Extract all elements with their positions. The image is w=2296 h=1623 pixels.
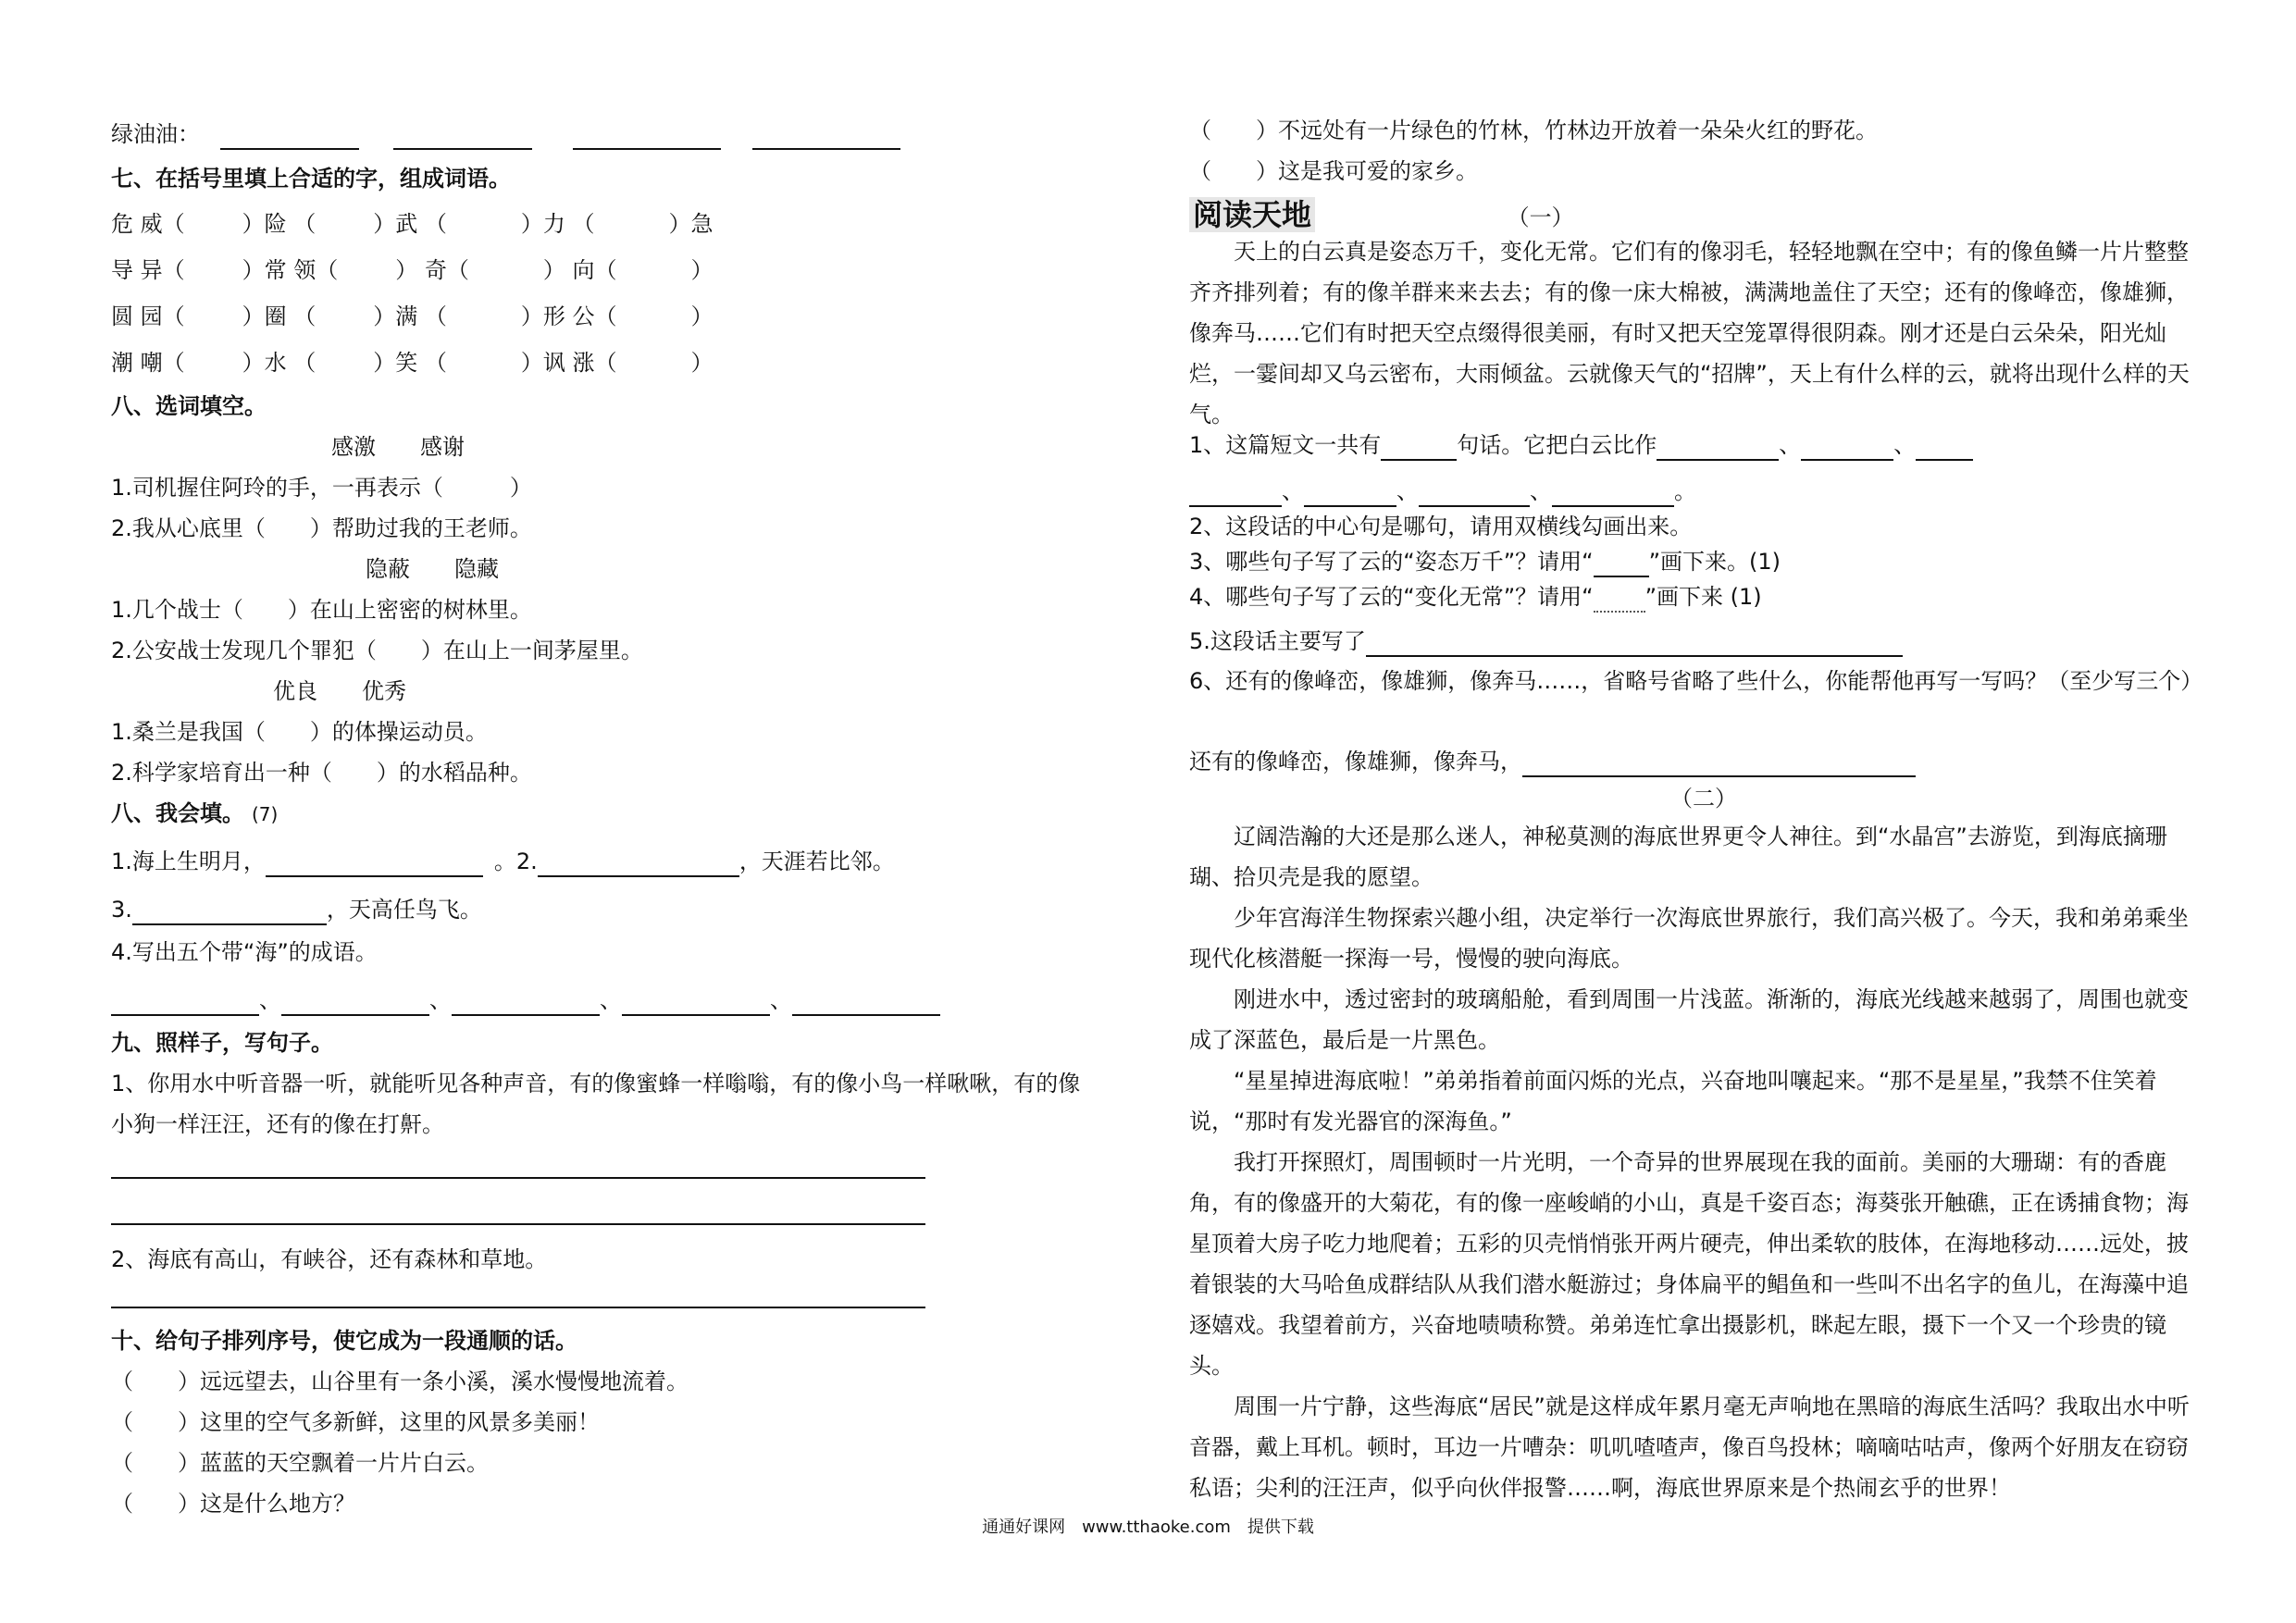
answer-blank[interactable] bbox=[573, 124, 721, 150]
answer-blank[interactable] bbox=[281, 990, 429, 1016]
green-word-line: 绿油油： bbox=[111, 118, 900, 150]
answer-blank[interactable] bbox=[1552, 481, 1674, 507]
answer-blank[interactable] bbox=[538, 851, 739, 877]
s9-q1-line1: 1、你用水中听音器一听，就能听见各种声音，有的像蜜蜂一样嗡嗡，有的像小鸟一样啾啾，有的像 bbox=[111, 1071, 1081, 1096]
answer-blank[interactable] bbox=[1304, 481, 1396, 507]
word-pair-1: 感激 感谢 bbox=[331, 434, 465, 460]
q2a: 1.几个战士（ ）在山上密密的树林里。 bbox=[111, 597, 532, 623]
s10-item: （ ）这里的空气多新鲜，这里的风景多美丽！ bbox=[111, 1409, 600, 1435]
s10-item: （ ）远远望去，山谷里有一条小溪，溪水慢慢地流着。 bbox=[111, 1369, 689, 1394]
q6: 6、还有的像峰峦，像雄狮，像奔马……，省略号省略了些什么，你能帮他再写一写吗？（至少写三个） bbox=[1189, 668, 2203, 694]
q3b: 2.科学家培育出一种（ ）的水稻品种。 bbox=[111, 760, 532, 786]
q1-line2: 、 、 、 。 bbox=[1189, 476, 1696, 507]
fill-line-4: 4.写出五个带“海”的成语。 bbox=[111, 939, 378, 965]
section-9-title: 九、照样子，写句子。 bbox=[111, 1030, 333, 1056]
section-8b-title: 八、我会填。 (7) bbox=[111, 800, 279, 826]
q3: 3、哪些句子写了云的“姿态万千”？请用“ ”画下来。(1) bbox=[1189, 546, 1781, 577]
answer-blank[interactable] bbox=[1419, 481, 1530, 507]
passage-2-paragraph: 我打开探照灯，周围顿时一片光明，一个奇异的世界展现在我的面前。美丽的大珊瑚：有的香鹿角，有的像盛开的大菊花，有的像一座峻峭的小山，真是千姿百态；海葵张开触礁，正在诱捕食物；海星顶着大房子吃力地爬着；五彩的贝壳悄悄张开两片硬壳，伸出柔软的肢体，在海地移动……远处，披着银装的大马哈鱼成群结队从我们潜水艇游过；身体扁平的鲳鱼和一些叫不出名字的鱼儿，在海藻中追逐嬉戏。我望着前方，兴奋地啧啧称赞。弟弟连忙拿出摄影机，眯起左眼，摄下一个又一个珍贵的镜头。 bbox=[1189, 1149, 2189, 1379]
answer-blank[interactable] bbox=[111, 990, 259, 1016]
part-2-label: （二） bbox=[1670, 786, 1737, 812]
s9-q1-line2: 小狗一样汪汪，还有的像在打鼾。 bbox=[111, 1111, 444, 1137]
answer-blank[interactable] bbox=[393, 124, 532, 150]
part-1-label: （一） bbox=[1507, 204, 1574, 230]
section-10-title: 十、给句子排列序号，使它成为一段通顺的话。 bbox=[111, 1328, 577, 1354]
answer-blank[interactable] bbox=[1366, 631, 1903, 657]
answer-blank[interactable] bbox=[1189, 481, 1282, 507]
q1a: 1.司机握住阿玲的手，一再表示（ ） bbox=[111, 475, 532, 501]
q2b: 2.公安战士发现几个罪犯（ ）在山上一间茅屋里。 bbox=[111, 638, 643, 663]
answer-blank[interactable] bbox=[752, 124, 900, 150]
passage-2-paragraph: 少年宫海洋生物探索兴趣小组，决定举行一次海底世界旅行，我们高兴极了。今天，我和弟弟乘坐现代化核潜艇一探海一号，慢慢的驶向海底。 bbox=[1189, 905, 2189, 972]
passage-2-paragraph: “星星掉进海底啦！”弟弟指着前面闪烁的光点，兴奋地叫嚷起来。“那不是星星，”我禁不住笑着说，“那时有发光器官的深海鱼。” bbox=[1189, 1068, 2157, 1134]
answer-line[interactable] bbox=[111, 1223, 925, 1225]
passage-2-paragraph: 周围一片宁静，这些海底“居民”就是这样成年累月毫无声响地在黑暗的海底生活吗？我取出水中听音器，戴上耳机。顿时，耳边一片嘈杂：叽叽喳喳声，像百鸟投林；嘀嘀咕咕声，像两个好朋友在窃窃私语；尖利的汪汪声，似乎向伙伴报警……啊，海底世界原来是个热闹玄乎的世界！ bbox=[1189, 1394, 2190, 1501]
passage-2-paragraph: 刚进水中，透过密封的玻璃船舱，看到周围一片浅蓝。渐渐的，海底光线越来越弱了，周围也就变成了深蓝色，最后是一片黑色。 bbox=[1189, 986, 2189, 1053]
s7-row-3: 圆 园（ ）圈 （ ）满 （ ）形 公（ ） bbox=[111, 304, 714, 329]
fill-line-3: 3. ，天高任鸟飞。 bbox=[111, 894, 482, 925]
answer-blank[interactable] bbox=[220, 124, 359, 150]
section-8a-title: 八、选词填空。 bbox=[111, 393, 267, 419]
answer-blank[interactable] bbox=[792, 990, 940, 1016]
passage-2 bbox=[1189, 816, 2198, 1508]
s7-row-4: 潮 嘲（ ）水 （ ）笑 （ ）讽 涨（ ） bbox=[111, 350, 714, 376]
word-pair-3: 优良 优秀 bbox=[273, 678, 406, 704]
answer-blank[interactable] bbox=[1657, 435, 1779, 461]
q5: 5.这段话主要写了 bbox=[1189, 626, 1903, 657]
word-pair-2: 隐蔽 隐藏 bbox=[366, 556, 499, 582]
s10-item: （ ）蓝蓝的天空飘着一片片白云。 bbox=[111, 1450, 489, 1476]
s9-q2: 2、海底有高山，有峡谷，还有森林和草地。 bbox=[111, 1246, 548, 1272]
s7-row-2: 导 异（ ）常 领（ ） 奇（ ） 向（ ） bbox=[111, 257, 714, 283]
fill-line-1: 1.海上生明月， 。2. ，天涯若比邻。 bbox=[111, 846, 895, 877]
passage-2-paragraph: 辽阔浩瀚的大还是那么迷人，神秘莫测的海底世界更令人神往。到“水晶宫”去游览，到海底摘珊瑚、拾贝壳是我的愿望。 bbox=[1189, 824, 2167, 890]
answer-line[interactable] bbox=[111, 1177, 925, 1179]
q3a: 1.桑兰是我国（ ）的体操运动员。 bbox=[111, 719, 488, 745]
q1-line: 1、这篇短文一共有 句话。它把白云比作 、 、 bbox=[1189, 429, 1973, 461]
answer-blank[interactable] bbox=[1381, 435, 1457, 461]
answer-blank[interactable] bbox=[1522, 751, 1916, 777]
q2: 2、这段话的中心句是哪句，请用双横线勾画出来。 bbox=[1189, 514, 1693, 539]
s10-item: （ ）不远处有一片绿色的竹林，竹林边开放着一朵朵火红的野花。 bbox=[1189, 118, 1878, 143]
s7-row-1: 危 威（ ）险 （ ）武 （ ）力 （ ）急 bbox=[111, 211, 714, 237]
answer-blank[interactable] bbox=[1801, 435, 1893, 461]
s10-item: （ ）这是我可爱的家乡。 bbox=[1189, 158, 1478, 184]
reading-title: 阅读天地 bbox=[1189, 197, 1315, 232]
s10-item: （ ）这是什么地方？ bbox=[111, 1491, 355, 1517]
q4: 4、哪些句子写了云的“变化无常”？请用“ ”画下来 (1) bbox=[1189, 581, 1762, 613]
q1b: 2.我从心底里（ ）帮助过我的王老师。 bbox=[111, 515, 532, 541]
answer-blank[interactable] bbox=[132, 899, 327, 925]
answer-line[interactable] bbox=[111, 1307, 925, 1308]
passage-1: 天上的白云真是姿态万千，变化无常。它们有的像羽毛，轻轻地飘在空中；有的像鱼鳞一片片整整齐齐排列着；有的像羊群来来去去；有的像一床大棉被，满满地盖住了天空；还有的像峰峦，像雄狮，像奔马……它们有时把天空点缀得很美丽，有时又把天空笼罩得很阴森。刚才还是白云朵朵，阳光灿烂，一霎间却又乌云密布，大雨倾盆。云就像天气的“招牌”，天上有什么样的云，就将出现什么样的天气。 bbox=[1189, 239, 2190, 427]
answer-blank[interactable] bbox=[1916, 435, 1973, 461]
footer-source: 通通好课网 www.tthaoke.com 提供下载 bbox=[982, 1518, 1314, 1537]
section-7-title: 七、在括号里填上合适的字，组成词语。 bbox=[111, 166, 511, 192]
q6-answer: 还有的像峰峦，像雄狮，像奔马， bbox=[1189, 746, 1916, 777]
answer-blank[interactable] bbox=[622, 990, 770, 1016]
idiom-blanks: 、 、 、 、 bbox=[111, 985, 940, 1016]
answer-blank[interactable] bbox=[266, 851, 483, 877]
answer-blank[interactable] bbox=[452, 990, 600, 1016]
